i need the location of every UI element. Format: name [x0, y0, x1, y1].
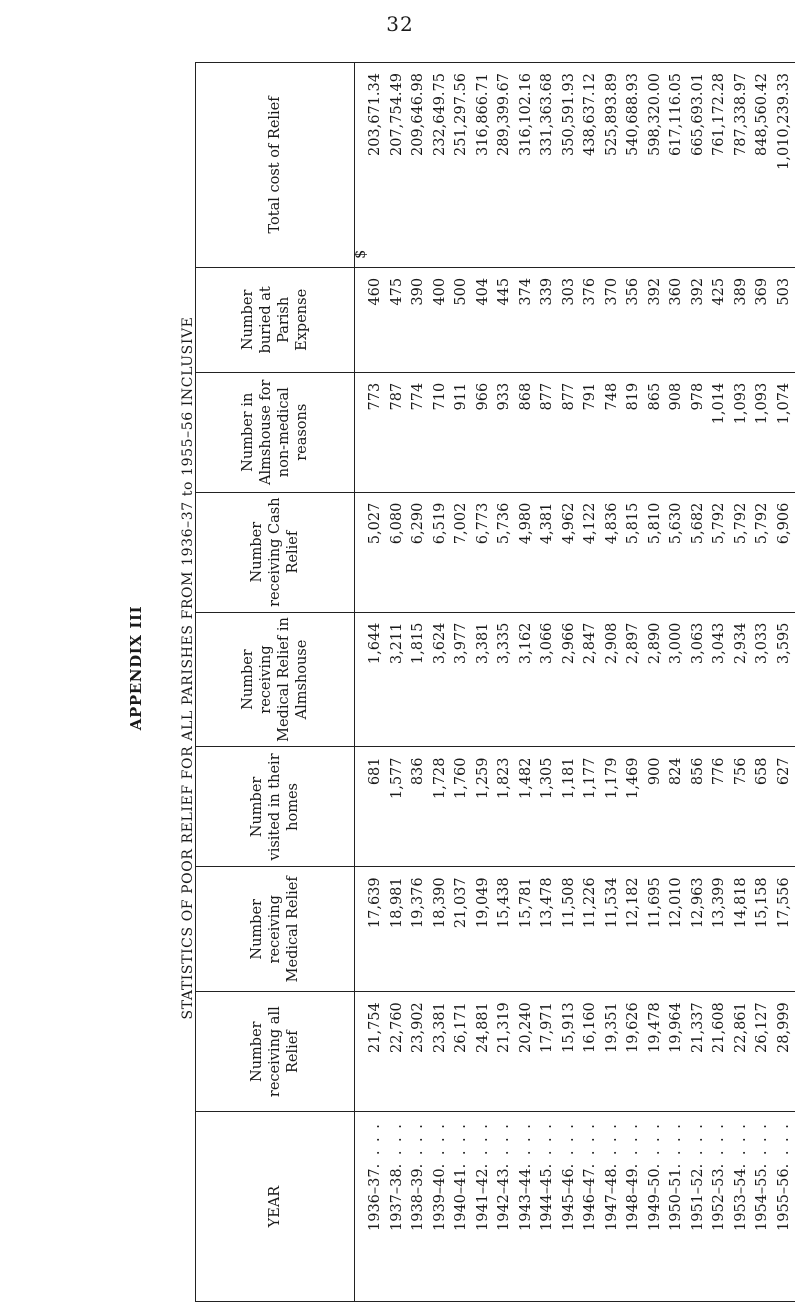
year-cell	[645, 1122, 667, 1295]
table-cell: 1,728	[431, 757, 448, 799]
table-cell: 11,226	[582, 877, 598, 929]
year-column	[355, 1112, 796, 1302]
table-cell: 710	[431, 382, 448, 411]
year-label: 1944–45	[539, 1168, 555, 1231]
year-cell	[666, 1122, 688, 1295]
leader-dots: . . . .	[410, 1122, 426, 1169]
table-cell: 3,335	[496, 622, 512, 665]
leader-dots: . . . .	[560, 1122, 577, 1169]
table-cell: 21,608	[711, 1002, 727, 1053]
table-cell: 21,337	[689, 1002, 706, 1053]
table-cell: 5,630	[668, 502, 684, 545]
table-cell: 207,754.49	[388, 73, 405, 157]
col-header-buried: Number buried at Parish Expense	[196, 267, 355, 372]
table-cell: 11,534	[603, 877, 620, 929]
year-cell	[494, 1122, 516, 1295]
year-label: 1955–56	[775, 1168, 792, 1231]
table-cell: 18,390	[431, 877, 448, 929]
table-cell: 900	[646, 757, 663, 786]
table-cell: 13,478	[539, 877, 555, 929]
year-label: 1938–39	[410, 1168, 426, 1231]
table-cell: 908	[668, 382, 684, 411]
leader-dots: . . . .	[582, 1122, 598, 1169]
table-cell: 23,902	[410, 1002, 426, 1053]
table-cell: 15,438	[496, 877, 512, 929]
col-header-total-cost: Total cost of Relief	[196, 63, 355, 268]
table-cell: 209,646.98	[410, 73, 426, 157]
table-cell: 13,399	[711, 877, 727, 929]
almshouse-non-medical-column	[355, 372, 796, 492]
table-cell: 17,556	[775, 877, 792, 929]
table-cell: 19,351	[603, 1002, 620, 1053]
appendix-heading: APPENDIX III	[127, 605, 145, 731]
leader-dots: . . . .	[539, 1122, 555, 1169]
year-label: 1953–54	[732, 1168, 749, 1231]
table-cell: 3,043	[711, 622, 727, 665]
table-cell: 3,211	[388, 622, 405, 665]
table-cell: 3,977	[453, 622, 469, 665]
table-cell: 4,962	[560, 502, 577, 545]
table-cell: 2,966	[560, 622, 577, 665]
table-cell: 1,010,239.33	[775, 73, 792, 170]
leader-dots: . . . .	[367, 1122, 383, 1169]
col-header-medical-almshouse: Number receiving Medical Relief in Almshouse	[196, 612, 355, 747]
year-cell	[580, 1122, 602, 1295]
leader-dots: . . . .	[689, 1122, 706, 1169]
leader-dots: . . . .	[431, 1122, 448, 1169]
leader-dots: . . . .	[775, 1122, 792, 1169]
year-label: 1936–37	[367, 1168, 383, 1231]
table-cell: 16,160	[582, 1002, 598, 1053]
year-label: 1937–38	[388, 1168, 405, 1231]
table-cell: 1,644	[367, 622, 383, 665]
table-cell: 316,102.16	[517, 73, 534, 157]
table-cell: 5,810	[646, 502, 663, 545]
col-header-cash-relief: Number receiving Cash Relief	[196, 492, 355, 612]
col-header-all-relief: Number receiving all Relief	[196, 992, 355, 1112]
table-cell: 1,177	[582, 757, 598, 799]
table-cell: 4,836	[603, 502, 620, 545]
table-cell: 1,815	[410, 622, 426, 665]
table-cell: 748	[603, 382, 620, 411]
table-cell: 5,027	[367, 502, 383, 545]
year-cell	[516, 1122, 538, 1295]
year-cell	[365, 1122, 387, 1295]
table-cell: 877	[560, 382, 577, 411]
table-cell: 389	[732, 277, 749, 306]
table-cell: 331,363.68	[539, 73, 555, 157]
table-cell: 3,063	[689, 622, 706, 665]
table-cell: 503	[775, 277, 792, 306]
table-body-row	[355, 63, 796, 1302]
table-header-row	[196, 63, 355, 1302]
year-cell	[752, 1122, 774, 1295]
table-cell: 438,637.12	[582, 73, 598, 157]
col-header-medical-relief: Number receiving Medical Relief	[196, 867, 355, 992]
table-cell: 17,971	[539, 1002, 555, 1053]
table-cell: 4,980	[517, 502, 534, 545]
year-cell	[688, 1122, 710, 1295]
table-cell: 865	[646, 382, 663, 411]
table-cell: 848,560.42	[754, 73, 770, 157]
table-cell: 21,754	[367, 1002, 383, 1053]
table-cell: 933	[496, 382, 512, 411]
table-cell: 22,861	[732, 1002, 749, 1053]
table-cell: 787,338.97	[732, 73, 749, 157]
table-cell: 12,182	[625, 877, 641, 929]
table-cell: 6,290	[410, 502, 426, 545]
year-cell	[387, 1122, 409, 1295]
table-cell: 19,049	[474, 877, 491, 929]
table-cell: 500	[453, 277, 469, 306]
table-cell: 14,818	[732, 877, 749, 929]
table-cell: 6,906	[775, 502, 792, 545]
table-cell: 5,815	[625, 502, 641, 545]
table-cell: 819	[625, 382, 641, 411]
table-cell: 303	[560, 277, 577, 306]
table-cell: 400	[431, 277, 448, 306]
all-relief-column	[355, 992, 796, 1112]
leader-dots: . . . .	[388, 1122, 405, 1169]
table-cell: 1,259	[474, 757, 491, 799]
table-cell: 1,179	[603, 757, 620, 799]
table-cell: 2,908	[603, 622, 620, 665]
table-cell: 19,964	[668, 1002, 684, 1053]
year-label: 1941–42	[474, 1168, 491, 1231]
table-cell: 350,591.93	[560, 73, 577, 157]
table-cell: 28,999	[775, 1002, 792, 1053]
table-cell: 681	[367, 757, 383, 786]
table-cell: 1,014	[711, 382, 727, 425]
col-header-almshouse-non-medical: Number in Almshouse for non-medical reasons	[196, 372, 355, 492]
table-cell: 5,792	[732, 502, 749, 545]
table-cell: 1,093	[732, 382, 749, 425]
table-cell: 3,162	[517, 622, 534, 665]
table-cell: 356	[625, 277, 641, 306]
year-label: 1951–52	[689, 1168, 706, 1231]
leader-dots: . . . .	[646, 1122, 663, 1169]
table-cell: 525,893.89	[603, 73, 620, 157]
table-cell: 316,866.71	[474, 73, 491, 157]
leader-dots: . . . .	[711, 1122, 727, 1169]
year-label: 1939–40	[431, 1168, 448, 1231]
table-cell: 392	[646, 277, 663, 306]
table-cell: 6,519	[431, 502, 448, 545]
table-cell: 776	[711, 757, 727, 786]
year-label: 1943–44	[517, 1168, 534, 1231]
table-cell: 18,981	[388, 877, 405, 929]
table-cell: 370	[603, 277, 620, 306]
cash-relief-column	[355, 492, 796, 612]
table-cell: 773	[367, 382, 383, 411]
medical-almshouse-column	[355, 612, 796, 747]
year-cell	[451, 1122, 473, 1295]
table-cell: 1,181	[560, 757, 577, 799]
buried-column	[355, 267, 796, 372]
table-cell: 856	[689, 757, 706, 786]
table-cell: 1,577	[388, 757, 405, 799]
table-cell: 390	[410, 277, 426, 306]
table-cell: 1,760	[453, 757, 469, 799]
table-cell: 251,297.56	[453, 73, 469, 157]
year-label: 1946–47	[582, 1168, 598, 1231]
year-label: 1952–53	[711, 1168, 727, 1231]
table-cell: 7,002	[453, 502, 469, 545]
table-cell: 2,890	[646, 622, 663, 665]
table-cell: 6,773	[474, 502, 491, 545]
year-cell	[473, 1122, 495, 1295]
table-cell: 15,913	[560, 1002, 577, 1053]
table-cell: 791	[582, 382, 598, 411]
year-cell	[602, 1122, 624, 1295]
table-cell: 23,381	[431, 1002, 448, 1053]
table-cell: 1,074	[775, 382, 792, 425]
table-cell: 15,158	[754, 877, 770, 929]
table-cell: 1,305	[539, 757, 555, 799]
table-cell: 1,482	[517, 757, 534, 799]
table-cell: 19,376	[410, 877, 426, 929]
leader-dots: . . . .	[517, 1122, 534, 1169]
table-cell: 3,381	[474, 622, 491, 665]
col-header-visited-homes: Number visited in their homes	[196, 747, 355, 867]
table-cell: 11,508	[560, 877, 577, 929]
table-cell: 339	[539, 277, 555, 306]
table-cell: 1,823	[496, 757, 512, 799]
year-label: 1940–41	[453, 1168, 469, 1231]
year-label: 1945–46	[560, 1168, 577, 1231]
table-cell: 540,688.93	[625, 73, 641, 157]
leader-dots: . . . .	[732, 1122, 749, 1169]
leader-dots: . . . .	[625, 1122, 641, 1169]
table-cell: 19,626	[625, 1002, 641, 1053]
table-cell: 3,624	[431, 622, 448, 665]
relief-table-frame	[195, 62, 795, 1302]
table-cell: 5,682	[689, 502, 706, 545]
table-cell: 21,037	[453, 877, 469, 929]
table-cell: 22,760	[388, 1002, 405, 1053]
table-cell: 5,736	[496, 502, 512, 545]
year-label: 1950–51	[668, 1168, 684, 1231]
table-cell: 665,693.01	[689, 73, 706, 157]
year-label: 1947–48	[603, 1168, 620, 1231]
table-cell: 2,934	[732, 622, 749, 665]
table-cell: 26,127	[754, 1002, 770, 1053]
table-cell: 3,033	[754, 622, 770, 665]
table-cell: 289,399.67	[496, 73, 512, 157]
visited-homes-column	[355, 747, 796, 867]
table-cell: 20,240	[517, 1002, 534, 1053]
leader-dots: . . . .	[668, 1122, 684, 1169]
table-cell: 761,172.28	[711, 73, 727, 157]
table-cell: 5,792	[754, 502, 770, 545]
year-label: 1949–50	[646, 1168, 663, 1231]
table-cell: 617,116.05	[668, 73, 684, 157]
table-cell: 425	[711, 277, 727, 306]
leader-dots: . . . .	[754, 1122, 770, 1169]
poor-relief-table	[195, 62, 795, 1302]
year-cell	[774, 1122, 796, 1295]
table-cell: 2,897	[625, 622, 641, 665]
table-cell: 460	[367, 277, 383, 306]
year-label: 1942–43	[496, 1168, 512, 1231]
year-cell	[430, 1122, 452, 1295]
table-cell: 911	[453, 382, 469, 411]
table-cell: 475	[388, 277, 405, 306]
table-cell: 3,000	[668, 622, 684, 665]
year-cell	[731, 1122, 753, 1295]
table-cell: 836	[410, 757, 426, 786]
leader-dots: . . . .	[453, 1122, 469, 1169]
table-cell: 3,066	[539, 622, 555, 665]
medical-relief-column	[355, 867, 796, 992]
table-cell: 24,881	[474, 1002, 491, 1053]
table-cell: 12,963	[689, 877, 706, 929]
table-cell: 12,010	[668, 877, 684, 929]
year-label: 1948–49	[625, 1168, 641, 1231]
table-cell: 877	[539, 382, 555, 411]
table-cell: 392	[689, 277, 706, 306]
table-cell: 978	[689, 382, 706, 411]
table-cell: 627	[775, 757, 792, 786]
table-cell: 232,649.75	[431, 73, 448, 157]
table-cell: 376	[582, 277, 598, 306]
table-cell: 3,595	[775, 622, 792, 665]
table-cell: 4,381	[539, 502, 555, 545]
year-cell	[623, 1122, 645, 1295]
table-cell: 26,171	[453, 1002, 469, 1053]
year-cell	[537, 1122, 559, 1295]
table-cell: 598,320.00	[646, 73, 663, 157]
table-title: STATISTICS OF POOR RELIEF FOR ALL PARISHES FROM 1936–37 to 1955–56 INCLUSIVE	[180, 316, 196, 1020]
leader-dots: . . . .	[496, 1122, 512, 1169]
table-cell: 756	[732, 757, 749, 786]
table-cell: 17,639	[367, 877, 383, 929]
table-cell: 1,093	[754, 382, 770, 425]
table-cell: 19,478	[646, 1002, 663, 1053]
table-cell: 360	[668, 277, 684, 306]
table-cell: 5,792	[711, 502, 727, 545]
year-cell	[559, 1122, 581, 1295]
table-cell: 369	[754, 277, 770, 306]
table-cell: 966	[474, 382, 491, 411]
year-cell	[408, 1122, 430, 1295]
table-cell: 404	[474, 277, 491, 306]
table-cell: 374	[517, 277, 534, 306]
table-cell: 787	[388, 382, 405, 411]
table-cell: 824	[668, 757, 684, 786]
leader-dots: . . . .	[474, 1122, 491, 1169]
table-cell: 203,671.34	[367, 73, 383, 157]
table-cell: 11,695	[646, 877, 663, 929]
total-cost-column: $ 203,671.34 207,754.49 209,646.98 232,649.75 251,297.56 316,866.71 289,399.67 316,102.16 331,363.68 350,591.93 438,637.12 525,893.89 540,688.93 598,320.00 617,116.05 665,693.01 761,172.28 787,338.97 848,560.42 1,010,239.33	[355, 63, 796, 268]
table-cell: 4,122	[582, 502, 598, 545]
leader-dots: . . . .	[603, 1122, 620, 1169]
table-cell: 445	[496, 277, 512, 306]
year-cell	[709, 1122, 731, 1295]
col-header-year: YEAR	[196, 1112, 355, 1302]
page-number: 32	[386, 12, 414, 36]
table-cell: 6,080	[388, 502, 405, 545]
table-cell: 15,781	[517, 877, 534, 929]
table-cell: 21,319	[496, 1002, 512, 1053]
table-cell: 658	[754, 757, 770, 786]
table-cell: 774	[410, 382, 426, 411]
table-cell: 2,847	[582, 622, 598, 665]
table-cell: 868	[517, 382, 534, 411]
table-cell: 1,469	[625, 757, 641, 799]
year-label: 1954–55	[754, 1168, 770, 1231]
